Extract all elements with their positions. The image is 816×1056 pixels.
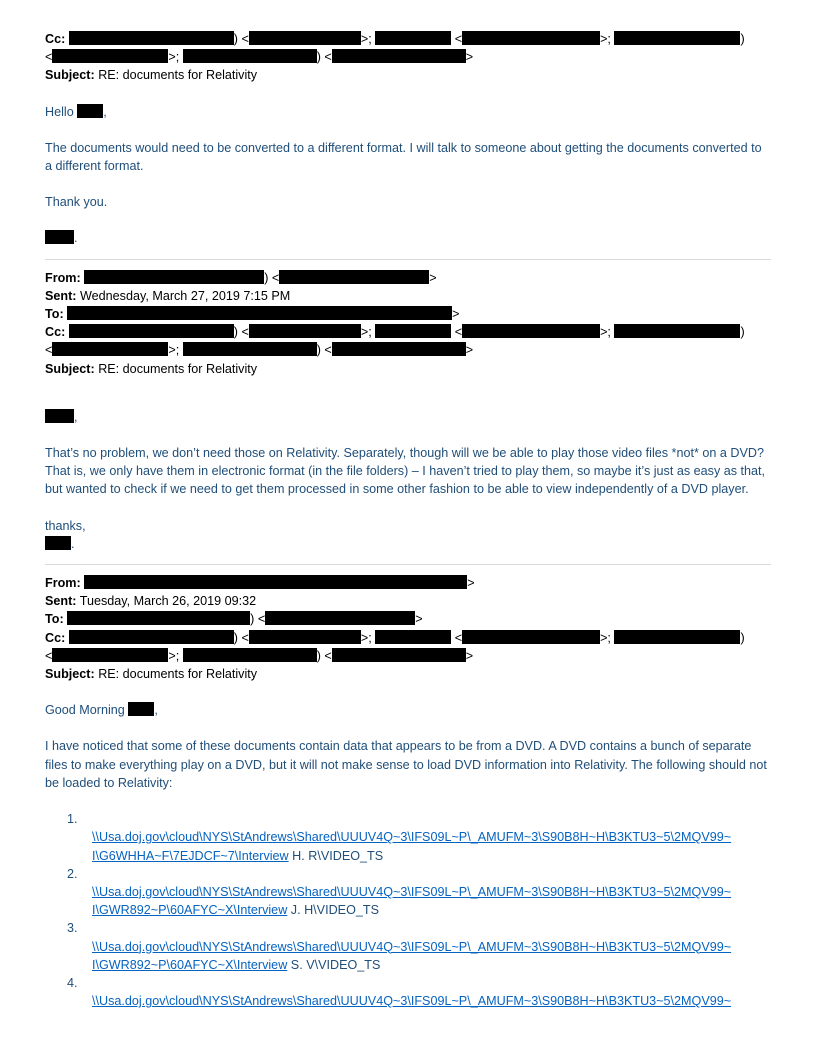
separator (45, 259, 771, 260)
redaction (67, 611, 250, 625)
punct: < (454, 32, 463, 46)
punct: >; (600, 630, 611, 645)
list-number: 4. (67, 975, 78, 990)
redaction (462, 324, 600, 338)
punct: ) < (316, 343, 332, 358)
redaction (69, 324, 234, 338)
punct: ) < (233, 32, 249, 46)
redaction (77, 104, 103, 118)
path-line-1 (45, 992, 771, 1010)
redaction (45, 230, 74, 244)
punct: ) < (316, 50, 332, 65)
punct: >; (168, 343, 180, 358)
path-link[interactable]: \\Usa.doj.gov\cloud\NYS\StAndrews\Shared\UUUV4Q~3\IFS09L~P\_AMUFM~3\S90B8H~H\B3KTU3~5\2MQV99~ (92, 830, 732, 845)
cc-line-2 (45, 647, 771, 665)
from-line (45, 574, 771, 592)
punct: > (465, 50, 474, 65)
list-item (45, 974, 771, 1010)
punct: < (45, 648, 53, 663)
punct: > (452, 307, 460, 322)
redaction (183, 648, 317, 662)
subject-line (45, 665, 771, 683)
list-item (45, 810, 771, 865)
cc-label: Cc: (45, 630, 66, 645)
sent-label: Sent: (45, 594, 77, 609)
body-paragraph: I have noticed that some of these documents contain data that appears to be from a DVD. A DVD contains a bunch of separate files to make everything play on a DVD, but it will not make sense to load DVD information into Relativity. The following should not be loaded to Relativity: (45, 739, 767, 790)
separator (45, 564, 771, 565)
path-list (45, 810, 771, 1010)
body-paragraph: That’s no problem, we don’t need those on Relativity. Separately, though will we be able to play those video files *not* on a DVD? That is, we only have them in electronic format (in the file folders) – I haven’t tried to play them, so maybe it’s just as easy as that, but wanted to check if we need to get them processed in some other fashion to be able to view independently of a DVD player. (45, 446, 766, 497)
redaction (183, 49, 317, 63)
punct: >; (600, 32, 611, 46)
punct: < (454, 325, 463, 340)
punct: > (465, 343, 474, 358)
redaction (69, 630, 234, 644)
signoff-line: thanks, (45, 518, 86, 533)
list-number: 2. (67, 866, 78, 881)
redaction (52, 342, 168, 356)
punct: , (154, 703, 158, 718)
sent-line (45, 592, 771, 610)
redaction (183, 342, 317, 356)
path-link[interactable]: I\GWR892~P\60AFYC~X\Interview (92, 957, 288, 972)
email-document (45, 30, 771, 1010)
cc-line-1: Cc: ) < >; < >; ) (45, 32, 745, 46)
punct: >; (168, 50, 180, 65)
greeting (45, 103, 771, 121)
punct: . (71, 536, 75, 551)
greeting (45, 701, 771, 719)
redaction (45, 536, 71, 550)
from-line (45, 269, 771, 287)
punct: < (454, 630, 463, 645)
punct: , (103, 104, 107, 119)
to-line (45, 610, 771, 628)
cc-label: Cc: (45, 32, 66, 46)
list-item (45, 865, 771, 920)
punct: < (45, 50, 53, 65)
redaction (67, 306, 452, 320)
path-link[interactable]: \\Usa.doj.gov\cloud\NYS\StAndrews\Shared\UUUV4Q~3\IFS09L~P\_AMUFM~3\S90B8H~H\B3KTU3~5\2MQV99~ (92, 939, 732, 954)
subject-value: RE: documents for Relativity (98, 667, 258, 682)
redaction (614, 324, 740, 338)
redaction (462, 31, 600, 45)
redaction (375, 31, 451, 45)
punct: >; (168, 648, 180, 663)
punct: > (429, 270, 437, 285)
punct: ) < (316, 648, 332, 663)
punct: > (465, 648, 474, 663)
redaction (375, 324, 451, 338)
redaction (614, 630, 740, 644)
punct: >; (360, 630, 372, 645)
redaction (84, 270, 264, 284)
punct: >; (600, 325, 611, 340)
redaction (614, 31, 740, 45)
subject-value: RE: documents for Relativity (98, 361, 258, 376)
redaction (332, 342, 466, 356)
redaction (462, 630, 600, 644)
redaction (375, 630, 451, 644)
punct: > (415, 612, 423, 627)
punct: . (74, 231, 78, 246)
path-line-1 (45, 938, 771, 956)
redaction (84, 575, 467, 589)
path-link[interactable]: \\Usa.doj.gov\cloud\NYS\StAndrews\Shared\UUUV4Q~3\IFS09L~P\_AMUFM~3\S90B8H~H\B3KTU3~5\2MQV99~ (92, 884, 732, 899)
from-label: From: (45, 576, 81, 591)
punct: , (74, 409, 78, 424)
from-label: From: (45, 270, 81, 285)
path-tail: S. V\VIDEO_TS (287, 957, 381, 972)
cc-line-1: Cc: ) < >; < >; ) (45, 325, 745, 340)
redaction (128, 702, 154, 716)
subject-label: Subject: (45, 667, 95, 682)
punct: ) < (250, 612, 266, 627)
path-line-1 (45, 828, 771, 846)
signature (45, 229, 771, 247)
cc-line-1: Cc: ) < >; < >; ) (45, 630, 745, 645)
redaction (332, 648, 466, 662)
redaction (249, 31, 361, 45)
list-number: 1. (67, 812, 78, 827)
greeting (45, 408, 771, 426)
signature (45, 535, 771, 553)
to-label: To: (45, 307, 64, 322)
redaction (332, 49, 466, 63)
path-line-1 (45, 883, 771, 901)
punct: ) < (233, 325, 249, 340)
subject-value: RE: documents for Relativity (98, 68, 258, 83)
list-item (45, 919, 771, 974)
greeting-text: Good Morning (45, 703, 125, 718)
sent-value: Wednesday, March 27, 2019 7:15 PM (79, 288, 291, 303)
to-line (45, 305, 771, 323)
path-tail: H. R\VIDEO_TS (288, 848, 384, 863)
redaction (52, 49, 168, 63)
cc-line-2 (45, 48, 771, 66)
subject-label: Subject: (45, 361, 95, 376)
punct: < (45, 343, 53, 358)
punct: ) < (264, 270, 280, 285)
path-tail: J. H\VIDEO_TS (287, 903, 379, 918)
path-link[interactable]: I\GWR892~P\60AFYC~X\Interview (92, 903, 288, 918)
punct: >; (360, 32, 372, 46)
path-link[interactable]: \\Usa.doj.gov\cloud\NYS\StAndrews\Shared\UUUV4Q~3\IFS09L~P\_AMUFM~3\S90B8H~H\B3KTU3~5\2MQV99~ (92, 994, 732, 1009)
sent-label: Sent: (45, 288, 77, 303)
path-line-2 (45, 847, 771, 865)
sent-value: Tuesday, March 26, 2019 09:32 (79, 594, 257, 609)
punct: ) < (233, 630, 249, 645)
body-paragraph: The documents would need to be converted to a different format. I will talk to someone about getting the documents converted to a different format. (45, 140, 762, 174)
sent-line (45, 287, 771, 305)
punct: > (467, 576, 475, 591)
path-line-2 (45, 956, 771, 974)
redaction (249, 630, 361, 644)
redaction (265, 611, 415, 625)
subject-label: Subject: (45, 68, 95, 83)
list-number: 3. (67, 921, 78, 936)
redaction (45, 409, 74, 423)
subject-line (45, 360, 771, 378)
redaction (279, 270, 429, 284)
subject-line (45, 66, 771, 84)
redaction (69, 31, 234, 45)
cc-label: Cc: (45, 325, 66, 340)
path-line-2 (45, 901, 771, 919)
path-link[interactable]: I\G6WHHA~F\7EJDCF~7\Interview (92, 848, 289, 863)
greeting-text: Hello (45, 104, 74, 119)
redaction (249, 324, 361, 338)
punct: >; (360, 325, 372, 340)
to-label: To: (45, 612, 64, 627)
cc-line-2 (45, 341, 771, 359)
redaction (52, 648, 168, 662)
thanks-line: Thank you. (45, 195, 108, 210)
